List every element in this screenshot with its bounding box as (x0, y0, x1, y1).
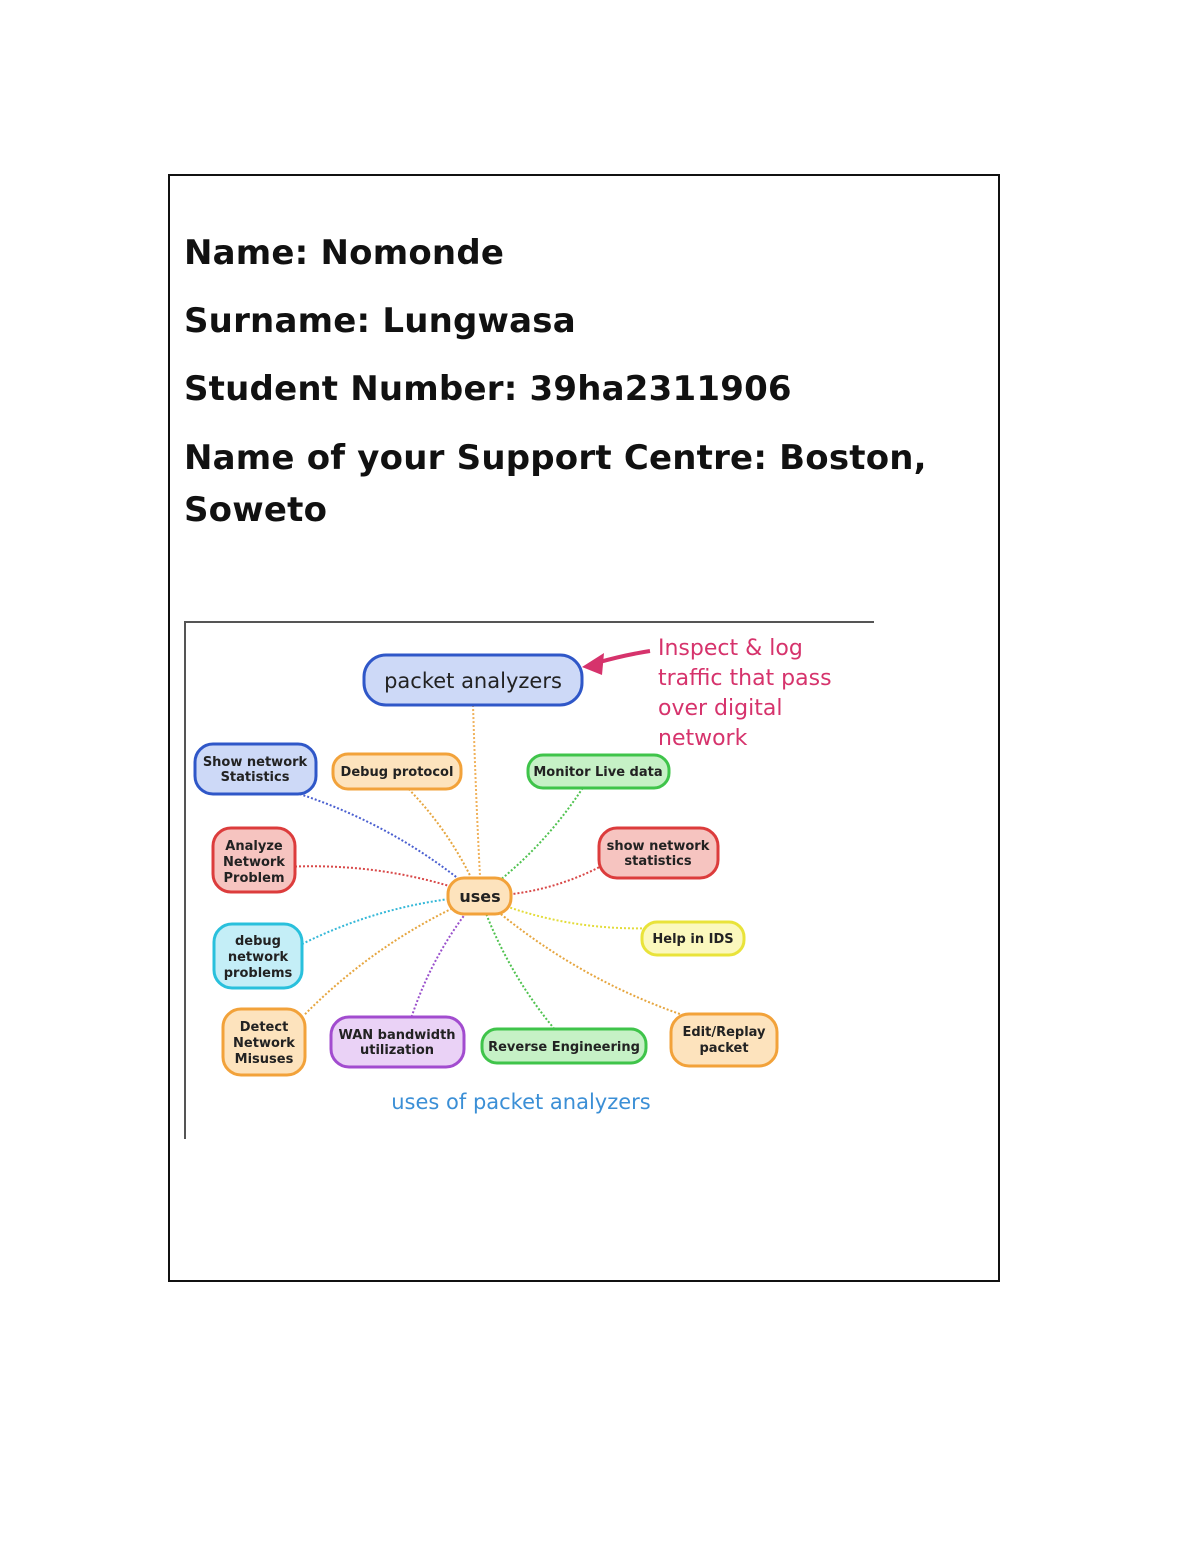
node-wan-bandwidth-utilization (331, 1017, 464, 1067)
node-help-in-ids (642, 922, 744, 955)
node-label: Edit/Replay (682, 1025, 766, 1040)
support-centre: Name of your Support Centre: Boston, (184, 438, 927, 478)
node-label: Monitor Live data (533, 765, 663, 780)
node-detect-network-misuses (223, 1009, 305, 1075)
node-label: Reverse Engineering (488, 1040, 640, 1055)
student-number: Student Number: 39ha2311906 (184, 369, 792, 409)
node-show-network-statistics (195, 744, 316, 794)
node-label: statistics (624, 854, 692, 869)
annotation-line: Inspect & log (658, 636, 803, 661)
node-label: Problem (223, 871, 285, 886)
node-label: Network (233, 1036, 295, 1051)
node-label: show network (606, 839, 710, 854)
node-label: WAN bandwidth (338, 1028, 456, 1043)
node-debug-protocol (333, 754, 461, 789)
diagram-caption: uses of packet analyzers (391, 1090, 651, 1114)
annotation-text (658, 636, 832, 751)
node-label: Misuses (234, 1052, 294, 1067)
node-label: problems (223, 966, 293, 981)
node-label: debug (235, 934, 281, 949)
node-monitor-live-data (528, 755, 669, 788)
student-surname: Surname: Lungwasa (184, 301, 576, 341)
hub-link (305, 896, 480, 1014)
hub-link (480, 896, 680, 1014)
hub-link (300, 794, 480, 896)
node-show-network-statistics-lower (599, 828, 718, 878)
node-edit-replay-packet (671, 1014, 777, 1066)
node-analyze-network-problem (213, 828, 295, 892)
hub-label: uses (459, 887, 501, 906)
node-label: Detect (239, 1020, 289, 1035)
root-node-label: packet analyzers (384, 669, 562, 693)
diagram-canvas (184, 621, 874, 1139)
node-label: Debug protocol (340, 765, 454, 780)
node-debug-network-problems (214, 924, 302, 988)
node-label: Network (223, 855, 285, 870)
hub-link (480, 896, 555, 1029)
hub-node (448, 878, 511, 914)
node-label: Analyze (225, 839, 283, 854)
student-name: Name: Nomonde (184, 233, 505, 273)
node-label: Statistics (220, 770, 290, 785)
annotation-line: network (658, 726, 748, 751)
node-label: Help in IDS (652, 932, 734, 947)
annotation-line: over digital (658, 696, 783, 721)
node-label: packet (699, 1041, 749, 1056)
annotation-line: traffic that pass (658, 666, 832, 691)
annotation-arrow (582, 651, 650, 675)
node-reverse-engineering (482, 1029, 646, 1063)
arrow-head-icon (582, 653, 604, 675)
node-label: Show network (202, 755, 308, 770)
root-node (364, 655, 582, 705)
support-centre-continued: Soweto (184, 490, 328, 530)
node-label: network (227, 950, 289, 965)
node-label: utilization (359, 1043, 435, 1058)
diagram-nodes (195, 744, 777, 1075)
packet-analyzers-diagram (184, 621, 874, 1139)
root-to-hub-link (473, 705, 480, 876)
